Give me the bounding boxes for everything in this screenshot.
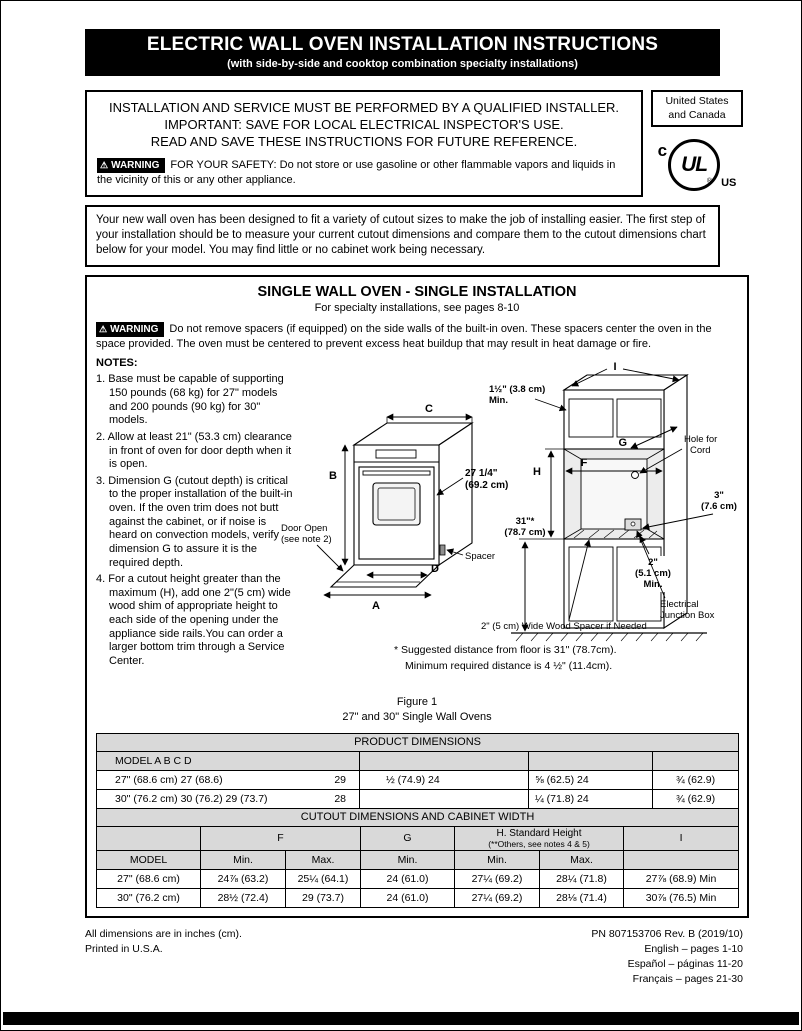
dim-label-b: B [329,469,337,482]
note-1: 1. Base must be capable of supporting 150 pounds (68 kg) for 27" models and 200 pounds (90 kg) for 30" models. [96,373,284,427]
f-max-cell: 25¼ (64.1) [286,869,361,888]
warning-icon: ⚠ [100,160,109,170]
dimension-cell: ⅝ (62.5) 24 [529,770,653,789]
door-open-label-line2: (see note 2) [281,533,332,545]
dim-label-h: H [533,465,541,478]
upper-cabinet-door-right [617,399,661,437]
cutout-back-wall [580,456,647,529]
dimensions-note: All dimensions are in inches (cm). [85,927,242,940]
page-content [85,29,757,987]
top-clearance-label-line2: Min. [489,394,508,406]
g-min-cell: 24 (61.0) [361,888,455,907]
footnote-line-2: Minimum required distance is 4 ½" (11.4cm). [405,659,613,672]
lower-cabinet-door-left [569,547,613,621]
h-header-line2: (**Others, see notes 4 & 5) [488,838,590,849]
notice-line-2: IMPORTANT: SAVE FOR LOCAL ELECTRICAL INSPECTOR'S USE. [164,117,564,132]
upper-cabinet-door-left [569,399,613,437]
oven-side-face [439,423,472,565]
table-row [97,770,739,789]
hole-for-cord-label-line1: Hole for [684,433,718,445]
h-min-cell: 27¼ (69.2) [455,888,540,907]
h-max-cell: 28⅛ (71.4) [540,888,624,907]
intro-text: Your new wall oven has been designed to fit a variety of cutout sizes to make the job of installing easier. The first step of your installation should be to measure your current cutout dimensions and compare them to the cutout dimensions chart below for your model. You may find little or no cabinet work being necessary. [96,213,706,257]
safety-warning [97,158,631,188]
oven-open-door [331,562,439,587]
registered-trademark-icon: ® [706,177,713,185]
product-table-title: PRODUCT DIMENSIONS [97,733,739,751]
ul-circle-icon [668,139,720,191]
warning-badge [97,158,165,173]
header-cell [360,751,529,770]
model-cell [97,789,360,808]
cord-hole [632,471,639,478]
i-cell: 27⅞ (68.9) Min [624,869,739,888]
g-column-header: G [361,826,455,850]
figure-1-area [96,357,738,693]
floor-distance-label-line1: 31"* [515,515,535,527]
figure-caption-text: 27" and 30" Single Wall Ovens [342,710,492,723]
dimension-cell: ¾ (62.9) [653,789,739,808]
f-min-cell: 28½ (72.4) [201,888,286,907]
warning-badge-label: WARNING [111,160,160,171]
cell-value: 27" (68.6 cm) 27 (68.6) [115,773,223,786]
warning-badge [96,322,164,337]
floor-distance-label-line2: (78.7 cm) [504,526,546,538]
dim-label-a: A [372,599,380,612]
header-cell [653,751,739,770]
junction-box-label-line2: Junction Box [660,609,715,621]
footer-right [591,927,743,988]
model-cell: 30" (76.2 cm) [97,888,201,907]
pages-spanish: Español – páginas 11-20 [627,957,743,970]
oven-height-label-line1: 27 1/4" [465,467,498,479]
header-cell [97,826,201,850]
dim-label-g: G [618,436,627,449]
ul-c-label: c [657,141,668,161]
figure-label: Figure 1 [396,695,438,708]
section-title: SINGLE WALL OVEN - SINGLE INSTALLATION [257,283,577,300]
three-inch-label-line2: (7.6 cm) [701,500,737,512]
g-min-header: Min. [361,850,455,869]
section-subtitle: For specialty installations, see pages 8-10 [314,301,520,314]
h-max-header: Max. [540,850,624,869]
single-wall-oven-section [85,275,749,918]
pages-french: Français – pages 21-30 [632,973,743,986]
pages-english: English – pages 1-10 [644,942,743,955]
part-number: PN 807153706 Rev. B (2019/10) [591,927,743,940]
table-row [97,869,739,888]
notes-title: NOTES: [96,356,138,369]
ul-us-label: US [721,176,737,189]
notes-list [96,357,296,669]
footnote-line-1: * Suggested distance from floor is 31" (78.7cm). [394,643,617,656]
dim-label-f: F [580,456,588,469]
spacer-warning-text: Do not remove spacers (if equipped) on the side walls of the built-in oven. These spacers center the oven in the space provided. The oven must be centered to prevent excess heat buildup that may result in heat damage or fire. [96,322,712,350]
spacer-label: Spacer [465,550,496,562]
h-column-header [455,826,624,850]
f-column-header: F [201,826,361,850]
region-label: United States and Canada [651,90,743,127]
printed-note: Printed in U.S.A. [85,942,163,955]
notice-line-3: READ AND SAVE THESE INSTRUCTIONS FOR FUTURE REFERENCE. [150,134,578,149]
intro-paragraph-box [85,205,720,267]
oven-height-label-line2: (69.2 cm) [465,479,509,491]
dim-label-i: I [613,360,617,373]
model-cell: 27" (68.6 cm) [97,869,201,888]
cutout-table-header-row-2 [97,850,739,869]
certification-column [651,90,743,197]
junction-clearance-label-line3: Min. [643,578,663,590]
model-cell [97,770,360,789]
oven-door-window [373,483,420,525]
i-cell: 30⅞ (76.5) Min [624,888,739,907]
footer-left [85,927,242,988]
h-header-line1: H. Standard Height [496,827,582,839]
f-min-header: Min. [201,850,286,869]
oven-drawing [331,423,472,587]
f-max-cell: 29 (73.7) [286,888,361,907]
f-min-cell: 24⅞ (63.2) [201,869,286,888]
cutout-table-header-row-1 [97,826,739,850]
junction-clearance-label-line1: 2" [648,556,658,568]
spacer-warning [96,322,738,351]
h-min-header: Min. [455,850,540,869]
product-table-header-row [97,751,739,770]
note-4: 4. For a cutout height greater than the maximum (H), add one 2"(5 cm) wide wood shim of appropriate height to each side of the opening under the appliance side rails.You can order a larger bottom trim through a Service Center. [96,573,291,667]
cutout-table-title: CUTOUT DIMENSIONS AND CABINET WIDTH [97,808,739,826]
product-dimensions-table [96,733,739,809]
junction-box-knockout [631,522,635,526]
hole-for-cord-label-line2: Cord [690,444,711,456]
h-max-cell: 28¼ (71.8) [540,869,624,888]
document-title: ELECTRIC WALL OVEN INSTALLATION INSTRUCTIONS [146,34,659,55]
floor-hatch [516,633,703,641]
cell-value: 29 [334,773,346,786]
wood-spacer-label: 2" (5 cm) Wide Wood Spacer if Needed [481,620,647,632]
junction-box-label-line1: Electrical [660,598,699,610]
dim-label-d: D [431,562,439,575]
warning-icon: ⚠ [99,323,108,334]
warning-badge-label: WARNING [110,323,159,335]
oven-display [376,450,416,458]
table-row [97,888,739,907]
cell-value: 30" (76.2 cm) 30 (76.2) 29 (73.7) [115,792,268,805]
dimension-cell: ¼ (71.8) 24 [529,789,653,808]
document-subtitle: (with side-by-side and cooktop combination specialty installations) [227,58,578,70]
door-open-label-line1: Door Open [281,522,328,534]
page-footer [85,927,743,988]
g-min-cell: 24 (61.0) [361,869,455,888]
figure-caption [96,695,738,725]
cutout-dimensions-table [96,808,739,908]
dimension-cell: ½ (74.9) 24 [360,770,529,789]
oven-side-spacer-block [440,545,445,555]
figure-footnote [394,643,617,675]
note-3: 3. Dimension G (cutout depth) is critical to the proper installation of the built-in oven. If the oven trim does not butt against the cabinet, or if noise is heard on convection models, verify dimension G to assure it is the required depth. [96,474,293,569]
notice-line-1: INSTALLATION AND SERVICE MUST BE PERFORMED BY A QUALIFIED INSTALLER. [108,100,620,115]
oven-door-handle [363,471,430,475]
document-title-bar [85,29,720,76]
product-table-header: MODEL A B C D [97,751,360,770]
dimension-cell: ¾ (62.9) [653,770,739,789]
model-column-header: MODEL [97,850,201,869]
dimension-cell [360,789,529,808]
top-clearance-label-line1: 1½" (3.8 cm) [489,383,546,395]
figure-1-diagram [279,359,744,661]
safety-warning-text: FOR YOUR SAFETY: Do not store or use gasoline or other flammable vapors and liquids in the vicinity of this or any other appliance. [97,159,616,187]
bottom-black-bar [3,1012,799,1025]
i-column-header: I [624,826,739,850]
header-cell [529,751,653,770]
header-cell [624,850,739,869]
junction-clearance-label-line2: (5.1 cm) [635,567,671,579]
installer-notice-box [85,90,643,197]
ul-letters: UL [681,152,708,176]
note-2: 2. Allow at least 21" (53.3 cm) clearance in front of oven for door depth when it is open. [96,430,292,471]
f-max-header: Max. [286,850,361,869]
table-row [97,789,739,808]
h-min-cell: 27¼ (69.2) [455,869,540,888]
notice-row [85,90,743,197]
three-inch-label-line1: 3" [714,489,724,501]
ul-listed-mark [651,133,743,196]
cell-value: 28 [334,792,346,805]
dim-label-c: C [425,402,433,415]
